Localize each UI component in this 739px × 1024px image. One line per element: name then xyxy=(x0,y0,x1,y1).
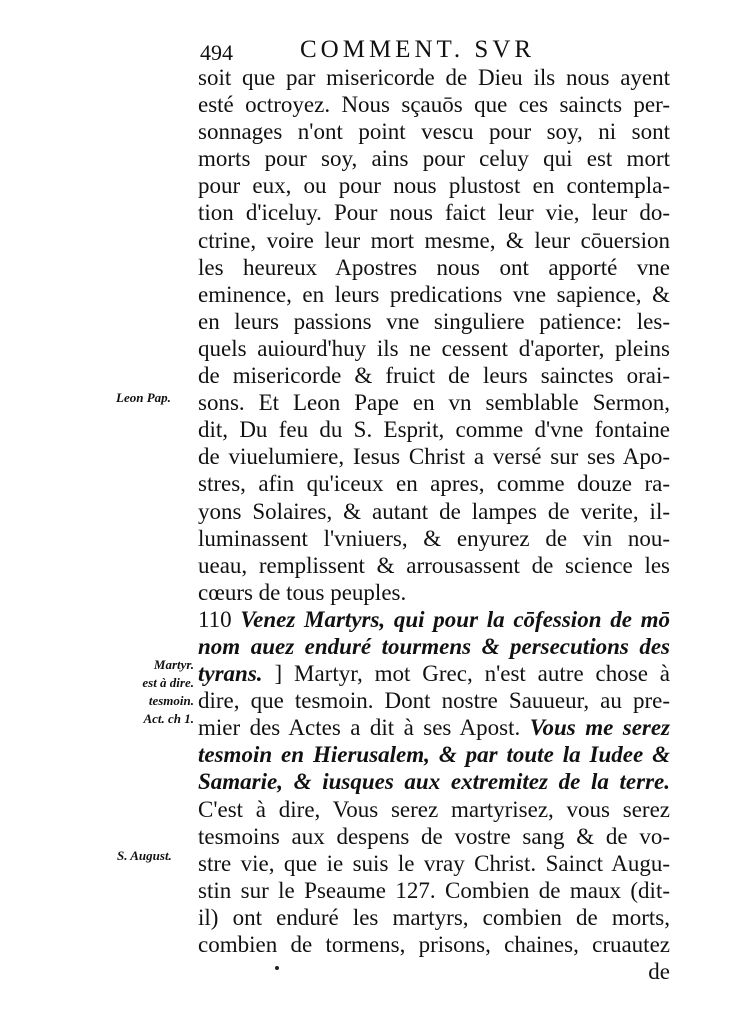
commentary-text: mier des Actes a dit à ses Apost. xyxy=(198,715,521,741)
text-line: stin sur le Pseaume 127. Combien de maux (dit- xyxy=(198,877,670,903)
page-number: 494 xyxy=(200,40,233,65)
text-line: sons. Et Leon Pape en vn semblable Sermon, xyxy=(198,390,670,416)
text-line: esté octroyez. Nous sçauōs que ces saincts per- xyxy=(198,92,670,118)
verse-text: Venez Martyrs, qui pour la cōfession de mō xyxy=(240,606,670,632)
text-line: sonnages n'ont point vescu pour soy, ni sont xyxy=(198,119,670,145)
text-line: de viuelumiere, Iesus Christ a versé sur ses Apo- xyxy=(198,444,670,470)
margin-note-martyr xyxy=(118,656,194,728)
text-line: les heureux Apostres nous ont apporté vne xyxy=(198,254,670,280)
margin-note-leon: Leon Pap. xyxy=(116,390,171,405)
verse-line-3 xyxy=(198,660,670,687)
text-line: morts pour soy, ains pour celuy qui est mort xyxy=(198,146,670,172)
text-line: stres, afin qu'iceux en apres, comme douze ra- xyxy=(198,471,670,497)
text-line: ueau, remplissent & arrousassent de science les xyxy=(198,552,670,578)
running-title: COMMENT. SVR xyxy=(300,36,536,63)
text-line: combien de tormens, prisons, chaines, cruautez xyxy=(198,932,670,957)
text-line: ctrine, voire leur mort mesme, & leur cōuersion xyxy=(198,227,670,253)
main-text xyxy=(198,64,670,985)
text-line: yons Solaires, & autant de lampes de verite, il- xyxy=(198,498,670,524)
text-line xyxy=(198,714,670,741)
quotation-text: Vous me serez xyxy=(529,715,671,741)
margin-note-line: Act. ch 1. xyxy=(143,711,194,726)
text-line: eminence, en leurs predications vne sapience, & xyxy=(198,281,670,307)
text-line: dire, que tesmoin. Dont nostre Sauueur, au pre- xyxy=(198,688,670,714)
text-line: en leurs passions vne singuliere patience: les- xyxy=(198,308,670,334)
ink-speck xyxy=(275,966,279,970)
text-line: dit, Du feu du S. Esprit, comme d'vne fontaine xyxy=(198,417,670,443)
margin-note-line: tesmoin. xyxy=(148,693,194,708)
text-line: C'est à dire, Vous serez martyrisez, vous serez xyxy=(198,796,670,822)
margin-note-line: est à dire. xyxy=(142,675,194,690)
margin-note-line: Martyr. xyxy=(153,657,194,672)
commentary-text: ] Martyr, mot Grec, n'est autre chose à xyxy=(274,661,671,687)
text-line: cœurs de tous peuples. xyxy=(198,579,407,605)
text-line: stre vie, que ie suis le vray Christ. Sainct Augu- xyxy=(198,850,670,876)
quotation-line: Samarie, & iusques aux extremitez de la terre. xyxy=(198,769,670,795)
margin-note-augustin: S. August. xyxy=(117,848,172,863)
text-line: de misericorde & fruict de leurs sainctes orai- xyxy=(198,363,670,389)
text-line: il) ont enduré les martyrs, combien de morts, xyxy=(198,904,670,930)
text-line: pour eux, ou pour nous plustost en contempla- xyxy=(198,173,670,199)
verse-line-1 xyxy=(198,606,670,633)
text-line: soit que par misericorde de Dieu ils nous ayent xyxy=(198,65,670,90)
text-line: tion d'iceluy. Pour nous faict leur vie, leur do- xyxy=(198,200,670,226)
text-line: luminassent l'vniuers, & enyurez de vin nou- xyxy=(198,525,670,551)
verse-number: 110 xyxy=(198,606,232,632)
verse-text: tyrans. xyxy=(198,661,263,687)
text-line: tesmoins aux despens de vostre sang & de vo- xyxy=(198,823,670,849)
text-line: quels auiourd'huy ils ne cessent d'aporter, pleins xyxy=(198,335,670,361)
catchword: de xyxy=(648,959,670,985)
verse-line-2: nom auez enduré tourmens & persecutions des xyxy=(198,633,670,659)
quotation-line: tesmoin en Hierusalem, & par toute la Iudee & xyxy=(198,742,670,768)
